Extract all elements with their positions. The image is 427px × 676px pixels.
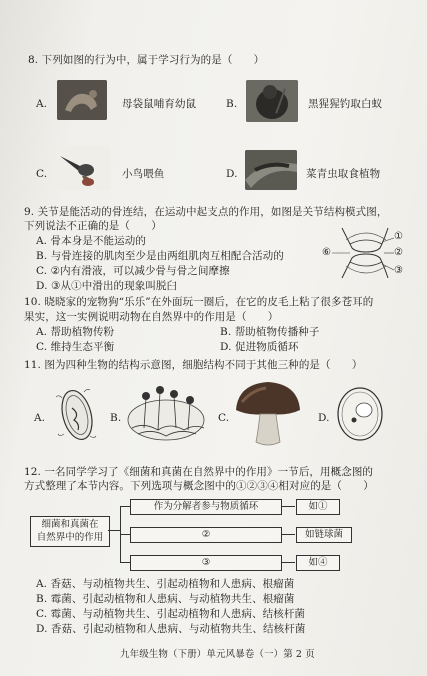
q10-option-d: D. 促进物质循环 (220, 341, 299, 353)
concept-branch1-box: 作为分解者参与物质循环 (130, 499, 282, 515)
q11-stem: 11. 图为四种生物的结构示意图，细胞结构不同于其他三种的是（ ） (24, 359, 363, 371)
concept-root-line1: 细菌和真菌在 (41, 519, 99, 530)
q10-option-c: C. 维持生态平衡 (36, 341, 115, 353)
q12-stem-line1: 12. 一名同学学习了《细菌和真菌在自然界中的作用》一节后，用概念图的 (24, 466, 374, 478)
concept-root-line2: 自然界中的作用 (36, 532, 104, 543)
q8-option-a-caption: 母袋鼠哺育幼鼠 (122, 98, 197, 110)
connector-branch3 (120, 562, 130, 563)
q10-option-b: B. 帮助植物传播种子 (220, 326, 320, 338)
concept-branch3-box: ③ (130, 555, 282, 571)
q9-stem-line2: 下列说法不正确的是（ ） (24, 220, 162, 232)
q11-option-b: B. (110, 412, 122, 424)
q11-option-a: A. (34, 412, 46, 424)
q9-option-d: D. ③从①中滑出的现象叫脱臼 (36, 280, 178, 292)
caterpillar-photo (245, 150, 297, 190)
q8-option-a-letter: A. (36, 98, 48, 110)
concept-example3-box: 如④ (296, 555, 340, 571)
q9-option-a: A. 骨本身是不能运动的 (36, 235, 146, 247)
q10-stem-line2: 果实，这一实例说明动物在自然界中的作用是（ ） (24, 311, 279, 323)
q8-option-c-caption: 小鸟喂鱼 (122, 168, 165, 180)
q9-stem-line1: 9. 关节是能活动的骨连结，在运动中起支点的作用，如图是关节结构模式图， (24, 206, 388, 218)
concept-branch2-box: ② (130, 527, 282, 543)
arrow-1 (281, 506, 295, 507)
q11-option-d: D. (318, 412, 330, 424)
connector-branch1 (120, 506, 130, 507)
concept-example2-box: 如链球菌 (296, 527, 352, 543)
q9-option-b: B. 与骨连接的肌肉至少是由两组肌肉互相配合活动的 (36, 250, 284, 262)
q8-option-b-caption: 黑猩猩钓取白蚁 (308, 98, 383, 110)
q12-option-c: C. 霉菌、与动植物共生、引起动植物和人患病、结核杆菌 (36, 608, 306, 620)
connector-root (108, 530, 120, 531)
q12-option-d: D. 香菇、引起动植物和人患病、与动植物共生、结核杆菌 (36, 623, 306, 635)
joint-label-2: ② (394, 247, 404, 258)
mold-diagram (124, 384, 208, 444)
q12-option-a: A. 香菇、与动植物共生、引起动植物和人患病、根瘤菌 (36, 578, 295, 590)
q10-option-a: A. 帮助植物传粉 (36, 326, 115, 338)
joint-label-6: ⑥ (322, 247, 332, 258)
mushroom-diagram (232, 380, 304, 448)
q9-option-c: C. ②内有滑液，可以减少骨与骨之间摩擦 (36, 265, 230, 277)
yeast-cell-diagram (334, 386, 386, 442)
joint-label-3: ③ (394, 265, 404, 276)
kangaroo-photo (57, 80, 107, 120)
joint-label-1: ① (394, 231, 404, 242)
q10-stem-line1: 10. 晓晓家的宠物狗“乐乐”在外面玩一圈后，在它的皮毛上粘了很多苍耳的 (24, 296, 374, 308)
q8-option-d-letter: D. (226, 168, 238, 180)
q12-option-b: B. 霉菌、引起动植物和人患病、与动植物共生、根瘤菌 (36, 593, 295, 605)
concept-example1-box: 如① (296, 499, 340, 515)
joint-structure-diagram (322, 222, 404, 284)
q8-option-b-letter: B. (226, 98, 238, 110)
q8-option-c-letter: C. (36, 168, 48, 180)
page-footer: 九年级生物（下册）单元风暴卷（一）第 2 页 (120, 649, 315, 660)
connector-branch2 (120, 534, 130, 535)
q8-option-d-caption: 菜青虫取食植物 (306, 168, 381, 180)
q12-stem-line2: 方式整理了本节内容。下列选项与概念图中的①②③④相对应的是（ ） (24, 480, 374, 492)
bacterium-diagram (54, 384, 100, 446)
bird-feeding-fish-photo (56, 146, 110, 190)
chimpanzee-photo (246, 80, 298, 122)
concept-root-box (30, 516, 110, 547)
q8-stem: 8. 下列如图的行为中，属于学习行为的是（ ） (28, 54, 265, 66)
arrow-3 (281, 562, 295, 563)
arrow-2 (281, 534, 295, 535)
q11-option-c: C. (218, 412, 230, 424)
